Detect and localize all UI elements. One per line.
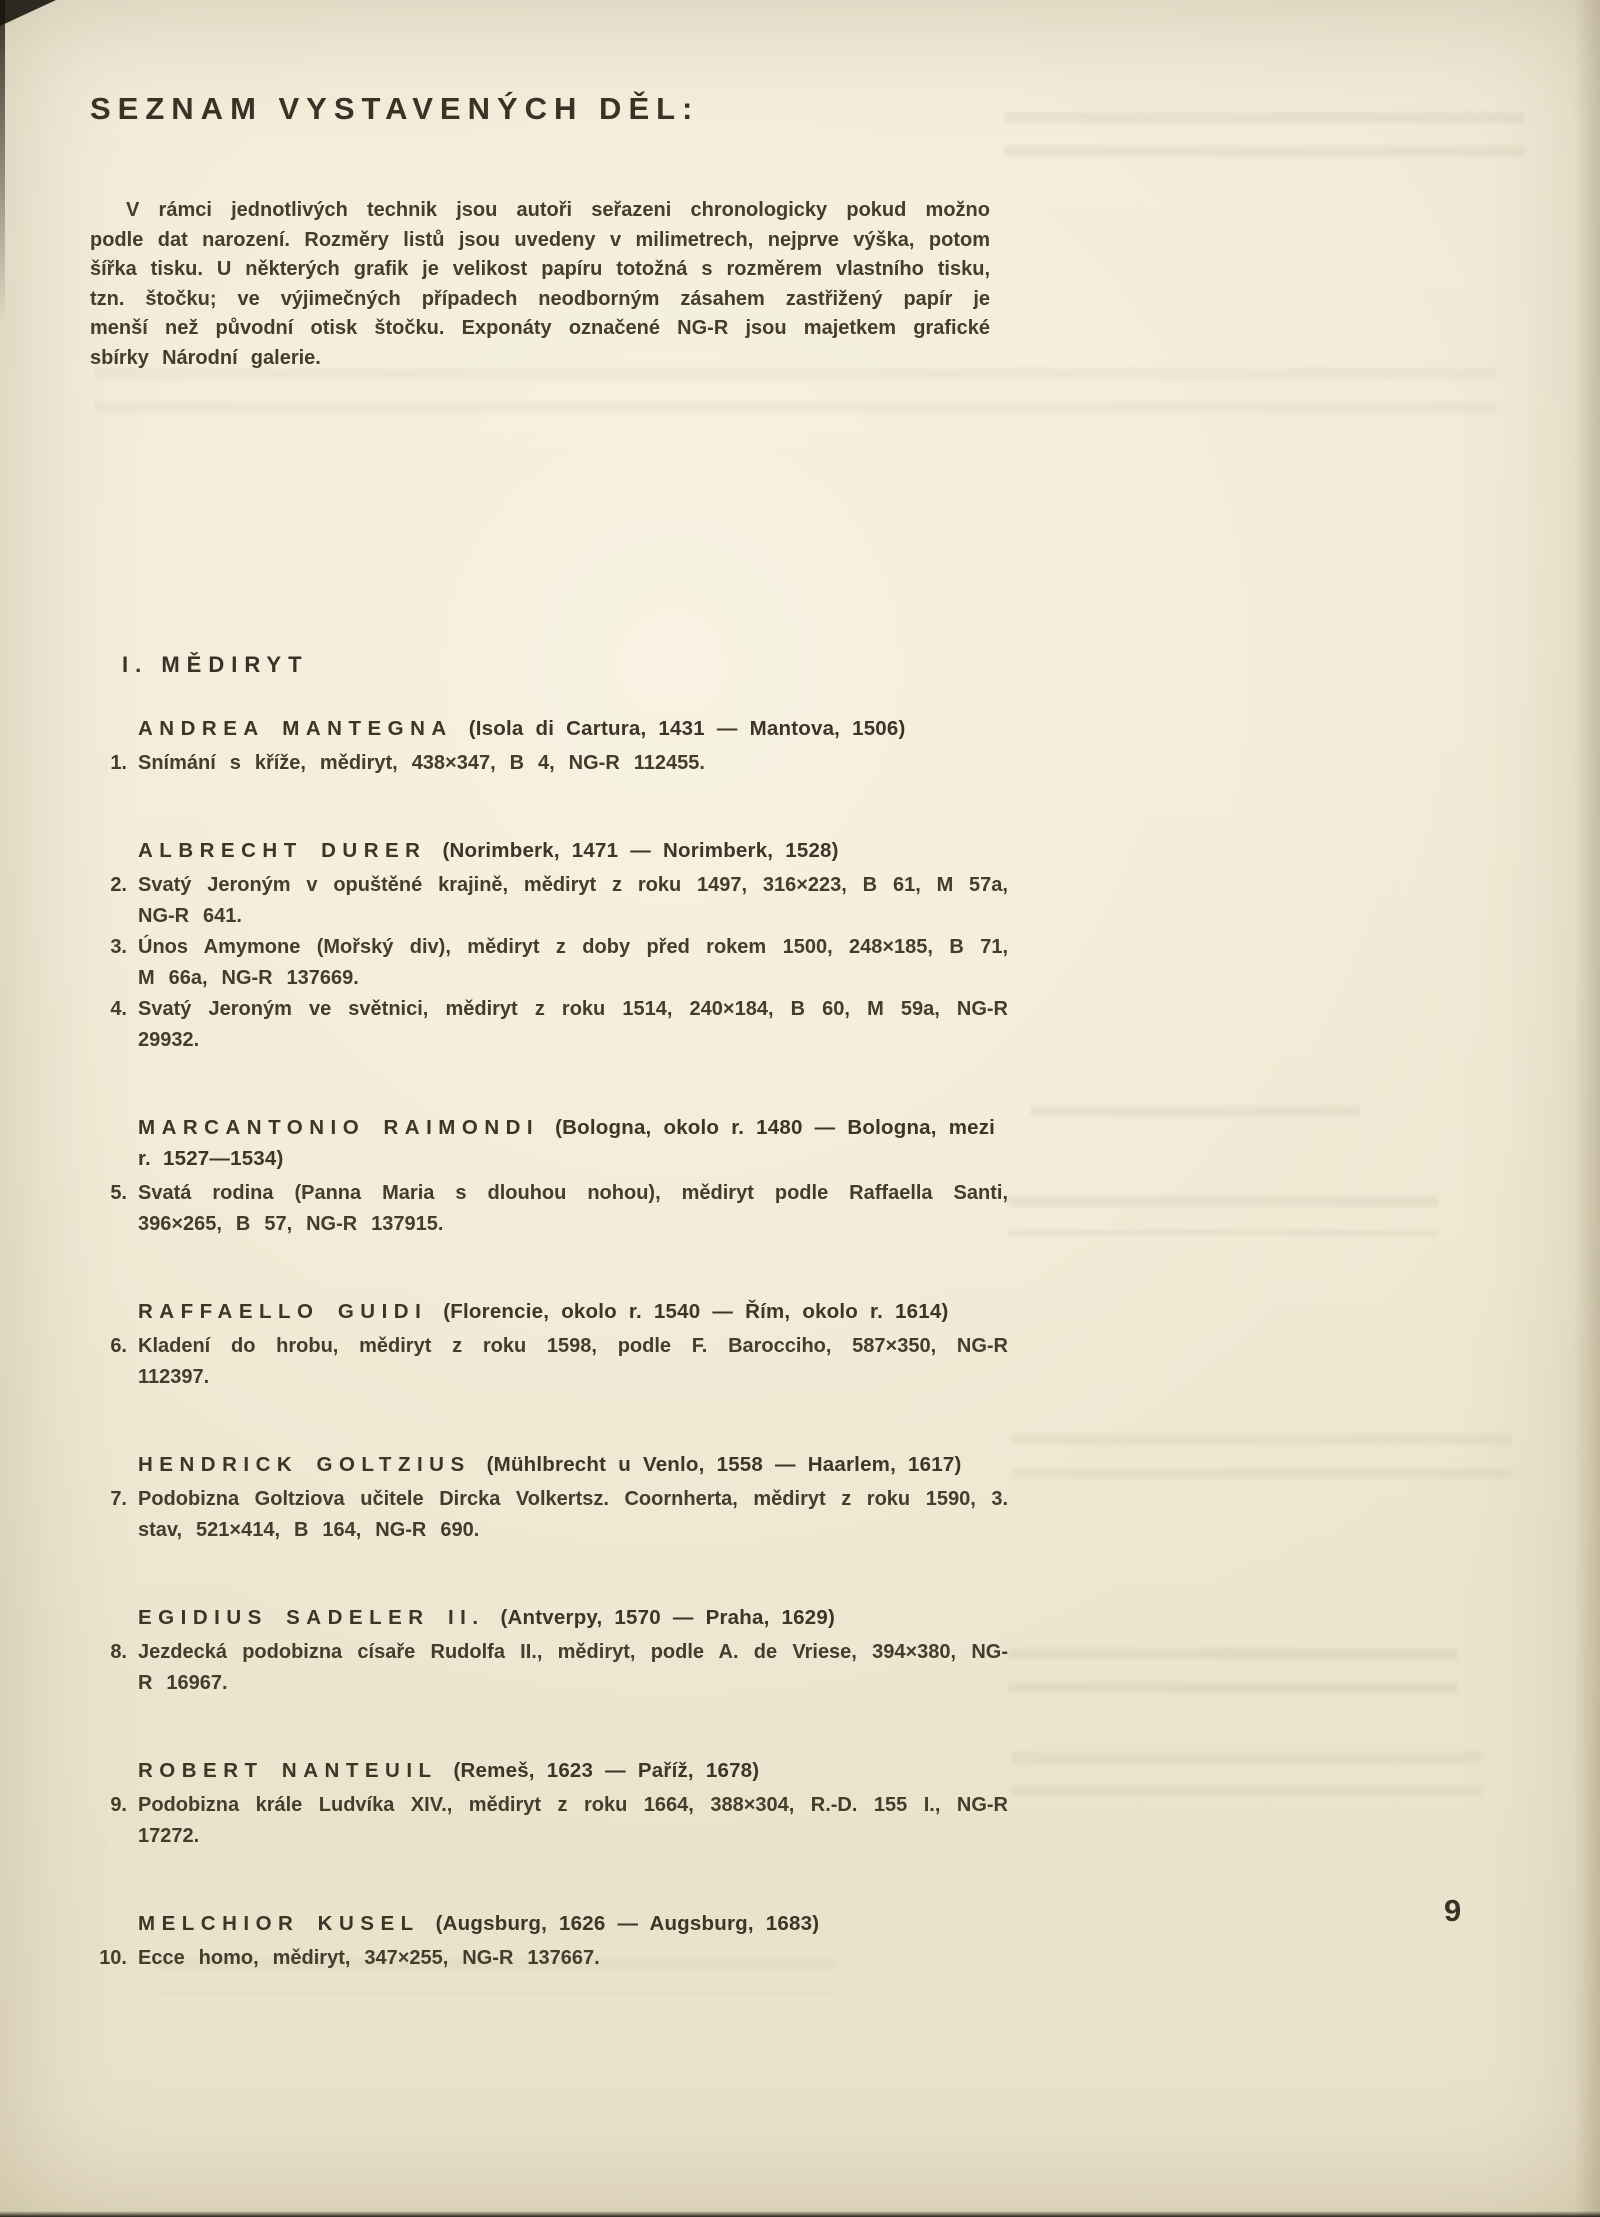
artist-entry <box>90 713 1008 779</box>
scan-right-shadow <box>1574 0 1600 2217</box>
work-list <box>90 1943 1008 1974</box>
artist-entry <box>90 1755 1008 1852</box>
work-item <box>90 1790 1008 1852</box>
work-item <box>90 994 1008 1056</box>
work-number: 5. <box>110 1182 127 1204</box>
artist-entry <box>90 1112 1008 1240</box>
work-item <box>90 1484 1008 1546</box>
work-list <box>90 1178 1008 1240</box>
artist-name: ANDREA MANTEGNA <box>138 717 453 740</box>
work-description: Únos Amymone (Mořský div), mědiryt z doby před rokem 1500, 248×185, B 71, M 66a, NG-R 137669. <box>138 936 1008 989</box>
work-item <box>90 1943 1008 1974</box>
work-description: Ecce homo, mědiryt, 347×255, NG-R 137667. <box>138 1947 600 1969</box>
scan-bottom-edge <box>0 2211 1600 2217</box>
work-list <box>90 870 1008 1056</box>
work-description: Svatá rodina (Panna Maria s dlouhou nohou), mědiryt podle Raffaella Santi, 396×265, B 57, NG-R 137915. <box>138 1182 1008 1235</box>
artist-name: MARCANTONIO RAIMONDI <box>138 1116 540 1139</box>
page-number: 9 <box>1444 1893 1462 1928</box>
page-bleedthrough <box>1012 1428 1512 1494</box>
artist-entry <box>90 1449 1008 1546</box>
artist-name: RAFFAELLO GUIDI <box>138 1300 428 1323</box>
artist-entry <box>90 835 1008 1056</box>
artist-entry <box>90 1602 1008 1699</box>
scan-left-edge <box>0 0 5 320</box>
page-bleedthrough <box>1030 1100 1360 1140</box>
work-item <box>90 1331 1008 1393</box>
artist-header <box>90 1908 1008 1939</box>
page-bleedthrough <box>1008 1642 1458 1698</box>
page-title: SEZNAM VYSTAVENÝCH DĚL: <box>90 91 700 126</box>
artist-dates: (Norimberk, 1471 — Norimberk, 1528) <box>442 839 839 862</box>
artist-dates: (Antverpy, 1570 — Praha, 1629) <box>500 1606 835 1629</box>
work-number: 2. <box>110 874 127 896</box>
artist-name: EGIDIUS SADELER II. <box>138 1606 485 1629</box>
artist-dates: (Remeš, 1623 — Paříž, 1678) <box>453 1759 760 1782</box>
work-description: Snímání s kříže, mědiryt, 438×347, B 4, NG-R 112455. <box>138 752 705 774</box>
work-number: 3. <box>110 936 127 958</box>
artist-header <box>90 835 1008 866</box>
artist-dates: (Bologna, okolo r. 1480 — Bologna, mezi r. 1527—1534) <box>138 1116 996 1170</box>
work-description: Podobizna krále Ludvíka XIV., mědiryt z roku 1664, 388×304, R.-D. 155 I., NG-R 17272. <box>138 1794 1008 1847</box>
work-item <box>90 1178 1008 1240</box>
artist-header <box>90 1112 1008 1174</box>
work-item <box>90 1637 1008 1699</box>
work-list <box>90 1790 1008 1852</box>
work-description: Svatý Jeroným v opuštěné krajině, mědiryt z roku 1497, 316×223, B 61, M 57a, NG-R 641. <box>138 874 1008 927</box>
work-item <box>90 870 1008 932</box>
artist-dates: (Isola di Cartura, 1431 — Mantova, 1506) <box>468 717 906 740</box>
artist-entry <box>90 1908 1008 1974</box>
work-number: 10. <box>99 1947 127 1969</box>
scan-corner-mark <box>0 0 56 26</box>
work-list <box>90 1484 1008 1546</box>
artist-name: ROBERT NANTEUIL <box>138 1759 438 1782</box>
section-heading: I. MĚDIRYT <box>122 652 309 677</box>
artist-name: MELCHIOR KUSEL <box>138 1912 420 1935</box>
artist-dates: (Florencie, okolo r. 1540 — Řím, okolo r. 1614) <box>443 1300 949 1323</box>
work-number: 9. <box>110 1794 127 1816</box>
work-number: 1. <box>110 752 127 774</box>
page-bleedthrough <box>1008 1190 1438 1235</box>
work-list <box>90 1331 1008 1393</box>
work-number: 4. <box>110 998 127 1020</box>
artist-header <box>90 1602 1008 1633</box>
intro-paragraph: V rámci jednotlivých technik jsou autoři seřazeni chronologicky pokud možno podle dat narození. Rozměry listů jsou uvedeny v milimetrech, nejprve výška, potom šířka tisku. U některých grafik je velikost papíru totožná s rozměrem vlastního tisku, tzn. štočku; ve výjimečných případech neodborným zásahem zastřižený papír je menší než původní otisk štočku. Exponáty označené NG-R jsou majetkem grafické sbírky Národní galerie. <box>90 199 990 369</box>
artist-dates: (Mühlbrecht u Venlo, 1558 — Haarlem, 1617) <box>486 1453 962 1476</box>
artist-name: ALBRECHT DURER <box>138 839 427 862</box>
work-list <box>90 748 1008 779</box>
work-description: Jezdecká podobizna císaře Rudolfa II., mědiryt, podle A. de Vriese, 394×380, NG-R 16967. <box>138 1641 1008 1694</box>
artist-header <box>90 713 1008 744</box>
page-bleedthrough <box>1005 106 1525 166</box>
page-bleedthrough <box>1012 1746 1482 1796</box>
work-description: Svatý Jeroným ve světnici, mědiryt z roku 1514, 240×184, B 60, M 59a, NG-R 29932. <box>138 998 1008 1051</box>
work-item <box>90 932 1008 994</box>
work-description: Kladení do hrobu, mědiryt z roku 1598, podle F. Barocciho, 587×350, NG-R 112397. <box>138 1335 1008 1388</box>
artist-name: HENDRICK GOLTZIUS <box>138 1453 471 1476</box>
artist-header <box>90 1296 1008 1327</box>
artist-dates: (Augsburg, 1626 — Augsburg, 1683) <box>435 1912 820 1935</box>
artist-entry <box>90 1296 1008 1393</box>
work-item <box>90 748 1008 779</box>
work-number: 7. <box>110 1488 127 1510</box>
artist-header <box>90 1449 1008 1480</box>
artist-list <box>90 713 1008 1974</box>
artist-header <box>90 1755 1008 1786</box>
work-number: 8. <box>110 1641 127 1663</box>
work-list <box>90 1637 1008 1699</box>
work-number: 6. <box>110 1335 127 1357</box>
work-description: Podobizna Goltziova učitele Dircka Volkertsz. Coornherta, mědiryt z roku 1590, 3. stav, 521×414, B 164, NG-R 690. <box>138 1488 1008 1541</box>
